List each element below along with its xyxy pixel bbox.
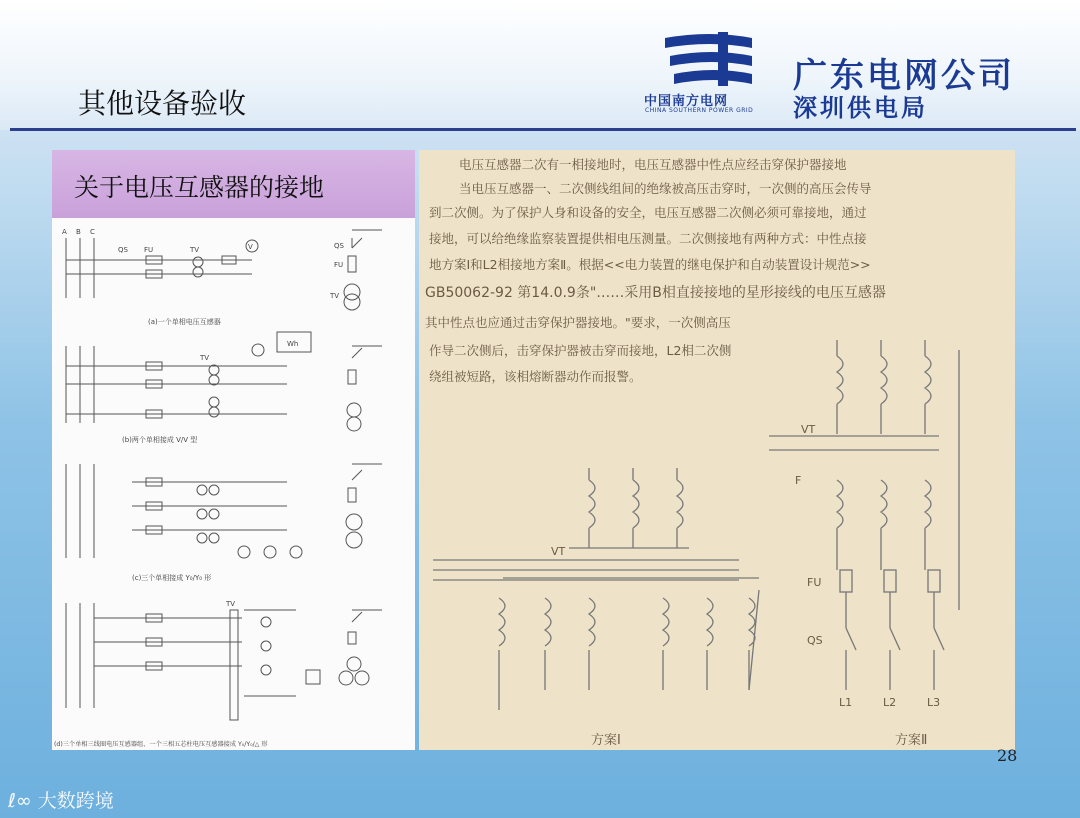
logo-en-text: CHINA SOUTHERN POWER GRID (645, 107, 754, 114)
fu-label: FU (807, 576, 822, 589)
watermark-logo-icon: ℓ∞ (8, 790, 38, 812)
tv-label: TV (200, 354, 210, 362)
grounding-schematic (419, 150, 1015, 750)
phase-label: B (76, 228, 81, 236)
vt-label: VT (551, 545, 566, 558)
text-line: 到二次侧。为了保护人身和设备的安全，电压互感器二次侧必须可靠接地，通过 (429, 205, 867, 220)
page-number: 28 (997, 746, 1018, 765)
section-label (52, 150, 415, 218)
fu-label: FU (144, 246, 154, 254)
fu-label: FU (334, 261, 344, 269)
tv-label: TV (330, 292, 340, 300)
diagram-caption-a: (a)一个单相电压互感器 (148, 318, 221, 326)
watermark-text: 大数跨境 (37, 790, 114, 812)
text-line: GB50062-92 第14.0.9条"……采用B相直接接地的星形接线的电压互感器 (425, 285, 886, 301)
qs-label: QS (807, 634, 823, 647)
diagram-caption-d: (d)三个单相三线圈电压互感器组、一个三相五芯柱电压互感器接成 Y₀/Y₀/△ 形 (54, 741, 268, 748)
tv-label: TV (190, 246, 200, 254)
company-name: 广东电网公司 (793, 56, 1015, 96)
text-line: 电压互感器二次有一相接地时，电压互感器中性点应经击穿保护器接地 (459, 157, 847, 172)
slide-title: 其他设备验收 (78, 87, 247, 120)
logo-cn-text: 中国南方电网 (644, 94, 729, 109)
text-line: 作导二次侧后，击穿保护器被击穿而接地，L2相二次侧 (429, 343, 732, 358)
phase-label: A (62, 228, 67, 236)
text-line: 地方案Ⅰ和L2相接地方案Ⅱ。根据<<电力装置的继电保护和自动装置设计规范>> (429, 257, 871, 272)
phase-label: C (90, 228, 95, 236)
scheme-2-label: 方案Ⅱ (895, 733, 928, 748)
l3-label: L3 (927, 696, 941, 709)
text-line: 其中性点也应通过击穿保护器接地。"要求，一次侧高压 (425, 315, 731, 330)
header-divider (10, 128, 1076, 131)
qs-label: QS (334, 242, 344, 250)
v-label: V (248, 243, 253, 251)
watermark (8, 786, 114, 813)
scheme-1-label: 方案Ⅰ (591, 733, 621, 748)
text-line: 接地，可以给绝缘监察装置提供相电压测量。二次侧接地有两种方式：中性点接 (429, 231, 867, 246)
wh-label: Wh (287, 340, 299, 348)
diagram-caption-c: (c)三个单相接成 Y₀/Y₀ 形 (132, 574, 212, 582)
l1-label: L1 (839, 696, 853, 709)
diagram-caption-b: (b)两个单相接成 V/V 型 (122, 436, 198, 444)
section-label-text: 关于电压互感器的接地 (74, 173, 325, 202)
vt-label: VT (801, 423, 816, 436)
tv-label: TV (226, 600, 236, 608)
text-line: 绕组被短路，该相熔断器动作而报警。 (429, 369, 642, 384)
right-scan-panel (419, 150, 1015, 750)
bureau-name: 深圳供电局 (793, 94, 928, 122)
qs-label: QS (118, 246, 128, 254)
l2-label: L2 (883, 696, 897, 709)
text-line: 当电压互感器一、二次侧线组间的绝缘被高压击穿时，一次侧的高压会传导 (459, 181, 872, 196)
vt-wiring-diagrams (52, 218, 415, 750)
f-label: F (795, 474, 802, 487)
left-diagram-panel (52, 218, 415, 750)
